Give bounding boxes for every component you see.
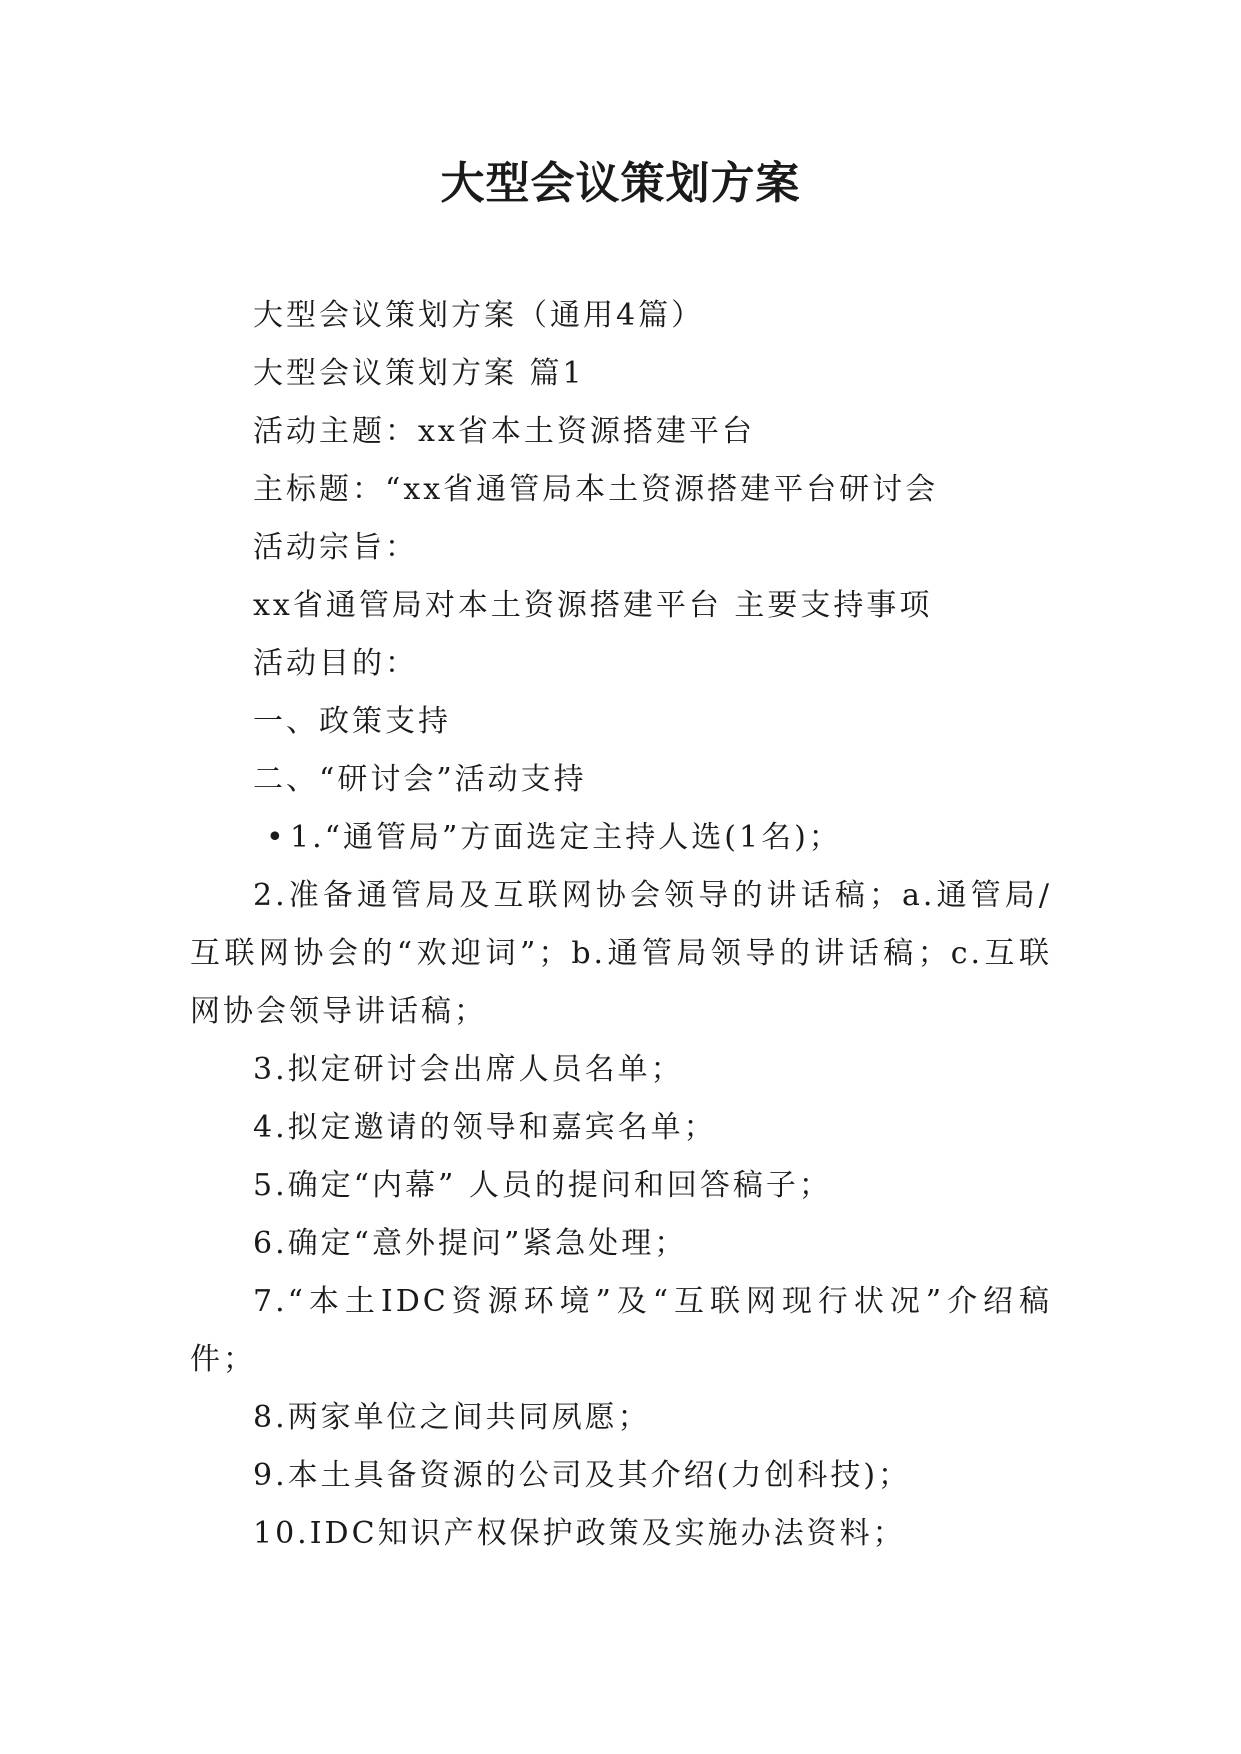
list-item: 8.两家单位之间共同夙愿； <box>253 1400 651 1435</box>
paragraph: 大型会议策划方案（通用4篇） <box>253 298 705 333</box>
list-item: 4.拟定邀请的领导和嘉宾名单； <box>253 1110 717 1145</box>
document-title: 大型会议策划方案 <box>440 158 801 209</box>
paragraph: 活动主题：xx省本土资源搭建平台 <box>253 414 755 449</box>
list-item: 7.“本土IDC资源环境”及“互联网现行状况”介绍稿件； <box>190 1284 1052 1377</box>
list-item: 9.本土具备资源的公司及其介绍(力创科技)； <box>253 1458 912 1493</box>
list-item: 2.准备通管局及互联网协会领导的讲话稿；a.通管局/互联网协会的“欢迎词”；b.通管局领导的讲话稿；c.互联网协会领导讲话稿； <box>190 878 1052 1029</box>
list-item: 3.拟定研讨会出席人员名单； <box>253 1052 684 1087</box>
list-item: 6.确定“意外提问”紧急处理； <box>253 1226 688 1261</box>
paragraph: 二、“研讨会”活动支持 <box>253 762 587 797</box>
paragraph: 活动宗旨： <box>253 530 418 565</box>
bullet-marker: • <box>266 820 287 855</box>
document-body <box>190 287 1052 1563</box>
bullet-list-item <box>190 809 1052 867</box>
paragraph: 主标题：“xx省通管局本土资源搭建平台研讨会 <box>253 472 939 507</box>
paragraph: 一、政策支持 <box>253 704 451 739</box>
list-item: 5.确定“内幕” 人员的提问和回答稿子； <box>253 1168 832 1203</box>
paragraph: xx省通管局对本土资源搭建平台 主要支持事项 <box>253 588 933 623</box>
list-item: 10.IDC知识产权保护政策及实施办法资料； <box>253 1516 906 1551</box>
bullet-text: 1.“通管局”方面选定主持人选(1名)； <box>290 820 842 855</box>
paragraph: 大型会议策划方案 篇1 <box>253 356 585 391</box>
paragraph: 活动目的： <box>253 646 418 681</box>
